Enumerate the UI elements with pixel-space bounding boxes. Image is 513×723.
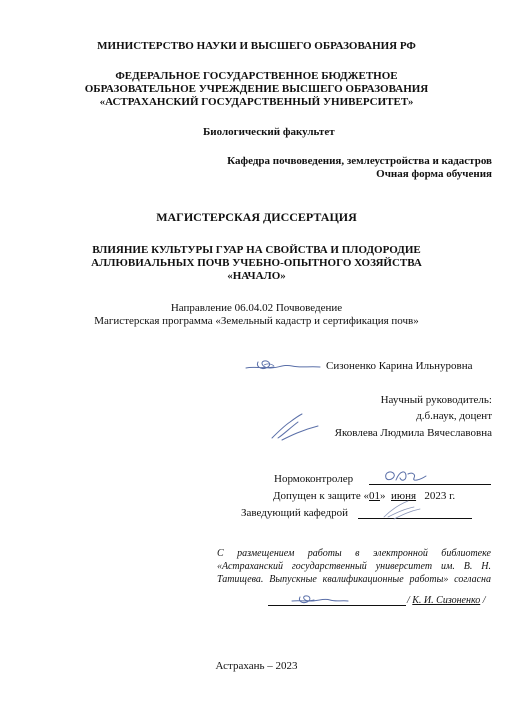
thesis-type-heading: МАГИСТЕРСКАЯ ДИССЕРТАЦИЯ xyxy=(156,210,357,224)
admitted-year: 2023 г. xyxy=(424,490,456,502)
admitted-to-defense xyxy=(273,490,455,503)
department-label: Кафедра почвоведения, землеустройства и кадастров xyxy=(227,155,492,167)
consent-signer-suffix: / xyxy=(482,595,486,606)
institution-line-3: «АСТРАХАНСКИЙ ГОСУДАРСТВЕННЫЙ УНИВЕРСИТЕТ» xyxy=(99,96,414,108)
thesis-title-line-1: ВЛИЯНИЕ КУЛЬТУРЫ ГУАР НА СВОЙСТВА И ПЛОДОРОДИЕ xyxy=(92,244,421,256)
direction-label: Направление 06.04.02 Почвоведение xyxy=(170,302,343,314)
supervisor-signature-icon xyxy=(268,412,324,442)
head-of-department-label: Заведующий кафедрой xyxy=(241,507,348,519)
consent-signer xyxy=(407,594,486,607)
consent-signature-icon xyxy=(290,591,350,607)
consent-line-3: Татищева. Выпускные квалификационные работы» согласна xyxy=(217,574,491,585)
institution-line-2: ОБРАЗОВАТЕЛЬНОЕ УЧРЕЖДЕНИЕ ВЫСШЕГО ОБРАЗОВАНИЯ xyxy=(84,83,429,95)
ministry-heading: МИНИСТЕРСТВО НАУКИ И ВЫСШЕГО ОБРАЗОВАНИЯ РФ xyxy=(97,40,416,52)
faculty-label: Биологический факультет xyxy=(203,126,335,138)
thesis-title-line-2: АЛЛЮВИАЛЬНЫХ ПОЧВ УЧЕБНО-ОПЫТНОГО ХОЗЯЙСТВА xyxy=(91,257,422,269)
norm-control-label: Нормоконтролер xyxy=(274,473,354,485)
institution-line-1: ФЕДЕРАЛЬНОЕ ГОСУДАРСТВЕННОЕ БЮДЖЕТНОЕ xyxy=(115,70,398,82)
library-consent xyxy=(217,547,491,586)
city-year-footer: Астрахань – 2023 xyxy=(215,660,298,672)
supervisor-label: Научный руководитель: xyxy=(380,394,492,406)
supervisor-degree: д.б.наук, доцент xyxy=(416,410,492,422)
thesis-title-line-3: «НАЧАЛО» xyxy=(227,270,286,282)
head-signature-icon xyxy=(380,497,424,521)
consent-line-2: «Астраханский государственный университет им. В. Н. xyxy=(217,561,491,572)
student-name: Сизоненко Карина Ильнуровна xyxy=(326,360,473,372)
study-form-label: Очная форма обучения xyxy=(376,168,492,180)
program-label: Магистерская программа «Земельный кадастр и сертификация почв» xyxy=(94,315,419,327)
admitted-mid: » xyxy=(380,490,386,502)
consent-signer-prefix: / xyxy=(407,595,410,606)
consent-line-1: С размещением работы в электронной библиотеке xyxy=(217,548,491,559)
student-signature-icon xyxy=(244,356,322,374)
admitted-day: 01 xyxy=(369,490,380,502)
admitted-prefix: Допущен к защите « xyxy=(273,490,369,502)
consent-signer-name: К. И. Сизоненко xyxy=(412,595,481,606)
supervisor-name: Яковлева Людмила Вячеславовна xyxy=(334,427,492,439)
admitted-month: июня xyxy=(391,490,417,502)
norm-control-signature-icon xyxy=(380,466,432,486)
